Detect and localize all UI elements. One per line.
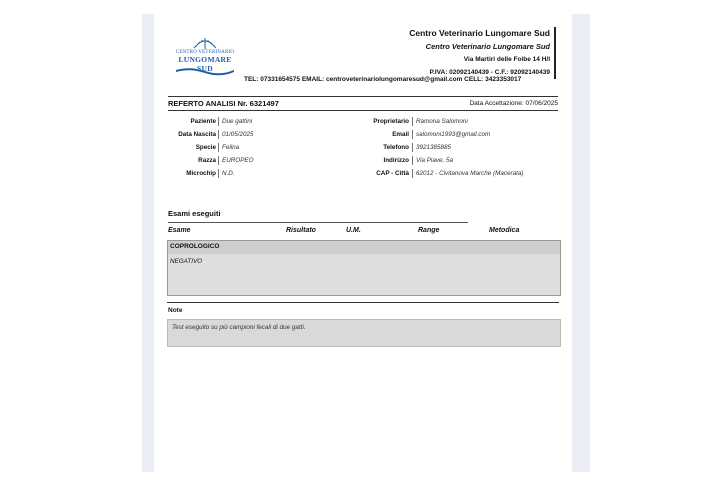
phone-value: 3921385885 xyxy=(412,143,451,152)
species-label: Specie xyxy=(195,144,216,151)
address-value: Via Piave, 5a xyxy=(412,156,453,165)
notes-divider xyxy=(167,302,559,303)
patient-name-value: Due gattini xyxy=(218,117,252,126)
clinic-subtitle: Centro Veterinario Lungomare Sud xyxy=(425,42,550,51)
exams-section-title: Esami eseguiti xyxy=(168,209,221,218)
breed-label: Razza xyxy=(198,157,216,164)
exam-name: COPROLOGICO xyxy=(170,243,220,250)
report-page xyxy=(154,14,572,472)
phone-label: Telefono xyxy=(383,144,409,151)
email-label: Email xyxy=(392,131,409,138)
address-label: Indirizzo xyxy=(383,157,409,164)
logo-line-2: LUNGOMARE SUD xyxy=(178,55,232,73)
notes-label: Note xyxy=(168,307,183,314)
clinic-info xyxy=(409,27,556,79)
patient-name-label: Paziente xyxy=(190,118,216,125)
notes-text: Test eseguito su più campioni fecali di due gatti. xyxy=(172,324,306,331)
column-header-range: Range xyxy=(418,227,440,234)
birth-date-value: 01/05/2025 xyxy=(218,130,254,139)
city-label: CAP - Città xyxy=(376,170,409,177)
microchip-label: Microchip xyxy=(186,170,216,177)
species-value: Felina xyxy=(218,143,239,152)
exam-name-row xyxy=(168,241,560,254)
clinic-contacts: TEL: 07331654575 EMAIL: centroveterinariolungomaresud@gmail.com CELL: 3423353017 xyxy=(244,76,522,83)
exam-result: NEGATIVO xyxy=(170,258,203,265)
acceptance-date: Data Accettazione: 07/06/2025 xyxy=(469,100,558,107)
owner-name-label: Proprietario xyxy=(373,118,409,125)
owner-name-value: Ramona Salomoni xyxy=(412,117,468,126)
city-value: 62012 - Civitanova Marche (Macerata) xyxy=(412,169,523,178)
email-value: salomoni1993@gmail.com xyxy=(412,130,490,139)
exams-section-underline xyxy=(168,222,468,223)
clinic-name: Centro Veterinario Lungomare Sud xyxy=(409,28,550,38)
column-header-result: Risultato xyxy=(286,227,316,234)
column-header-exam: Esame xyxy=(168,227,191,234)
column-header-unit: U.M. xyxy=(346,227,361,234)
header-divider xyxy=(168,96,558,97)
column-header-method: Metodica xyxy=(489,227,520,234)
breed-value: EUROPEO xyxy=(218,156,254,165)
clinic-address: Via Martiri delle Foibe 14 H/I xyxy=(463,56,550,63)
logo-line-1: CENTRO VETERINARIO xyxy=(175,50,235,55)
birth-date-label: Data Nascita xyxy=(178,131,216,138)
report-title: REFERTO ANALISI Nr. 6321497 xyxy=(168,99,279,108)
title-divider xyxy=(168,110,558,111)
exam-row xyxy=(167,240,561,296)
microchip-value: N.D. xyxy=(218,169,235,178)
clinic-logo-icon xyxy=(170,36,240,76)
clinic-tax-ids: P.IVA: 02092140439 - C.F.: 92092140439 xyxy=(429,69,550,76)
notes-box xyxy=(167,319,561,347)
